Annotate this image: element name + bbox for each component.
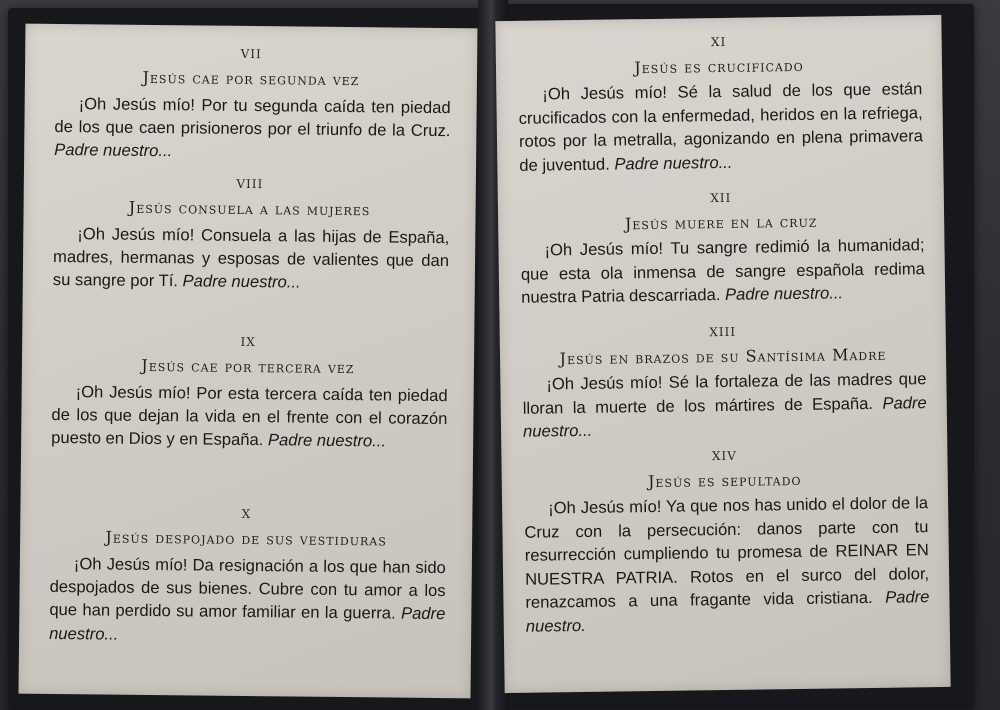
station-numeral: XIII	[709, 324, 737, 340]
station-prayer	[54, 92, 451, 166]
station-numeral: XII	[710, 190, 732, 206]
station-prayer	[522, 367, 927, 443]
station-numeral: XIV	[711, 448, 737, 464]
station-heading: Jesús cae por tercera vez	[141, 355, 355, 378]
station-heading: Jesús en brazos de su Santísima Madre	[559, 344, 887, 369]
prayer-text: ¡Oh Jesús mío! Consuela a las hijas de España, madres, hermanas y esposas de valientes que dan su sangre por Tí.	[52, 224, 450, 291]
prayer-text: ¡Oh Jesús mío! Por tu segunda caída ten piedad de los que caen prisioneros por el triunfo de la Cruz.	[54, 94, 451, 141]
station-prayer	[520, 233, 925, 309]
station-prayer	[53, 222, 450, 296]
station-xi	[496, 31, 944, 178]
prayer-text: ¡Oh Jesús mío! Sé la fortaleza de las madres que lloran la muerte de los mártires de España.	[522, 369, 927, 418]
station-viii	[23, 174, 476, 296]
prayer-text: ¡Oh Jesús mío! Sé la salud de los que están crucificados con la enfermedad, heridos en la refriega, rotos por la metralla, agonizando en plena primavera de juventud.	[518, 79, 924, 175]
station-heading: Jesús despojado de sus vestiduras	[105, 527, 387, 550]
station-prayer	[518, 77, 923, 177]
station-numeral: IX	[240, 334, 256, 350]
station-heading: Jesús cae por segunda vez	[142, 67, 360, 90]
prayer-closing: Padre nuestro...	[49, 604, 446, 644]
station-heading: Jesús es crucificado	[634, 55, 804, 78]
prayer-text: ¡Oh Jesús mío! Ya que nos has unido el dolor de la Cruz con la persecución: danos parte con tu resurrección cumpliendo tu promesa de REINAR EN NUESTRA PATRIA. Rotos en el surco del dolor, renazcamos a una fragante vida cristiana.	[524, 493, 930, 613]
station-numeral: X	[241, 506, 252, 522]
station-ix	[21, 332, 474, 454]
station-heading: Jesús es sepultado	[647, 469, 802, 492]
station-x	[19, 504, 472, 650]
prayer-closing: Padre nuestro...	[724, 283, 844, 305]
prayer-closing: Padre nuestro...	[182, 271, 301, 292]
prayer-closing: Padre nuestro...	[267, 430, 387, 451]
station-heading: Jesús consuela a las mujeres	[128, 197, 371, 220]
station-numeral: VIII	[236, 176, 264, 192]
station-xii	[498, 187, 946, 310]
station-prayer	[49, 552, 446, 649]
station-prayer	[51, 380, 448, 454]
station-xiii	[500, 321, 948, 444]
station-numeral: XI	[710, 34, 727, 50]
prayer-closing: Padre nuestro...	[522, 392, 927, 441]
prayer-closing: Padre nuestro.	[525, 587, 930, 636]
station-numeral: VII	[240, 46, 262, 62]
left-page	[19, 24, 478, 699]
station-vii	[24, 44, 477, 166]
station-prayer	[524, 491, 930, 638]
prayer-text: ¡Oh Jesús mío! Por esta tercera caída ten piedad de los que dejan la vida en el frente con el corazón puesto en Dios y en España.	[51, 382, 448, 450]
right-page	[495, 15, 950, 693]
station-xiv	[501, 445, 950, 639]
prayer-closing: Padre nuestro...	[54, 140, 173, 161]
station-heading: Jesús muere en la cruz	[624, 211, 818, 234]
prayer-closing: Padre nuestro...	[614, 152, 733, 174]
prayer-text: ¡Oh Jesús mío! Tu sangre redimió la humanidad; que esta ola inmensa de sangre española redima nuestra Patria descarriada.	[520, 235, 925, 307]
prayer-text: ¡Oh Jesús mío! Da resignación a los que han sido despojados de sus bienes. Cubre con tu amor a los que han perdido su amor familiar en la guerra.	[49, 554, 446, 623]
